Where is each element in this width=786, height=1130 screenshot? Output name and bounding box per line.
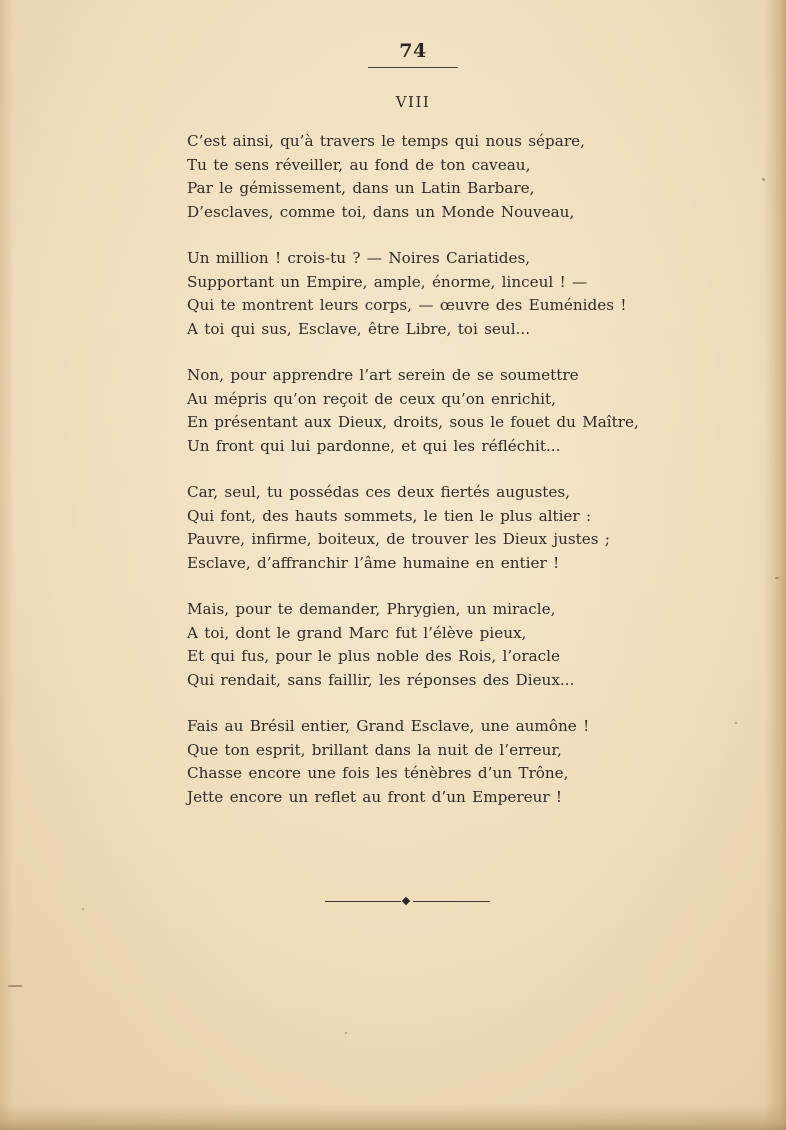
paper-speck [775,577,779,579]
poem-line: A toi, dont le grand Marc fut l’élève pieux, [187,623,527,642]
poem-line: Qui rendait, sans faillir, les réponses des Dieux... [187,670,575,689]
poem-line: Tu te sens réveiller, au fond de ton caveau, [187,155,531,174]
poem-line: C’est ainsi, qu’à travers le temps qui nous sépare, [187,132,585,150]
ornament-rule-left [325,901,401,902]
stanza [187,364,657,458]
poem-line: Un front qui lui pardonne, et qui les réfléchit... [187,436,561,455]
poem-line: Fais au Brésil entier, Grand Esclave, une aumône ! [187,717,590,735]
paper-speck [735,722,737,724]
poem-line: Au mépris qu’on reçoit de ceux qu’on enrichit, [187,389,556,408]
section-title: VIII [395,93,431,111]
stanza [187,598,657,692]
poem-line: Chasse encore une fois les ténèbres d’un Trône, [187,764,569,782]
poem-line: D’esclaves, comme toi, dans un Monde Nouveau, [187,202,575,221]
stanza [187,481,657,575]
stanza [187,247,657,341]
poem-line: Qui te montrent leurs corps, — œuvre des Euménides ! [187,296,627,314]
poem-line: Car, seul, tu possédas ces deux fiertés augustes, [187,483,570,501]
poem-line: En présentant aux Dieux, droits, sous le fouet du Maître, [187,413,639,431]
end-ornament [325,896,490,908]
paper-speck [762,178,765,181]
poem-body [187,130,657,832]
poem-line: Jette encore un reflet au front d’un Empereur ! [187,787,563,806]
poem-line: Qui font, des hauts sommets, le tien le plus altier : [187,506,592,525]
poem-line: Par le gémissement, dans un Latin Barbare, [187,179,535,197]
header-rule [368,67,458,68]
paper-speck [345,1032,347,1034]
poem-line: Pauvre, infirme, boiteux, de trouver les Dieux justes ; [187,530,611,548]
poem-line: Esclave, d’affranchir l’âme humaine en entier ! [187,553,560,572]
poem-line: Non, pour apprendre l’art serein de se soumettre [187,366,579,384]
poem-line: Et qui fus, pour le plus noble des Rois, l’oracle [187,647,560,665]
ornament-rule-right [413,901,490,902]
page-edge-left [0,0,14,1130]
page-edge-bottom [0,1104,786,1130]
poem-line: Un million ! crois-tu ? — Noires Cariatides, [187,249,531,267]
poem-line: Mais, pour te demander, Phrygien, un miracle, [187,600,556,618]
poem-line: A toi qui sus, Esclave, être Libre, toi seul... [187,319,531,338]
page-number: 74 [399,40,427,62]
stanza [187,715,657,809]
paper-speck [8,985,22,987]
paper-speck [82,908,84,910]
poem-line: Que ton esprit, brillant dans la nuit de l’erreur, [187,740,562,759]
page-edge-right [764,0,786,1130]
poem-line: Supportant un Empire, ample, énorme, linceul ! — [187,272,588,291]
diamond-icon [402,897,410,905]
stanza [187,130,657,224]
